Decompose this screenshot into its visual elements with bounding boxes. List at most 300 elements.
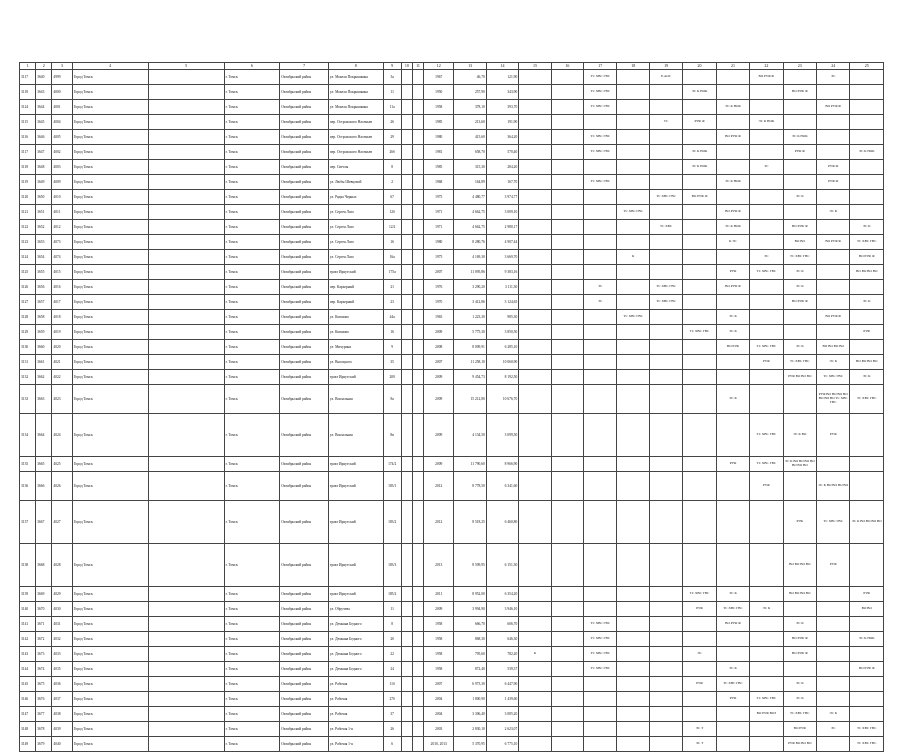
col-18-cell: [617, 100, 649, 115]
col-19-cell: [649, 340, 682, 355]
col-20-cell: [683, 707, 716, 722]
col-16-cell: [551, 385, 583, 414]
table-row: [20, 385, 884, 414]
col-17-cell: [584, 457, 617, 472]
living-area-cell: 10 060,90: [486, 355, 518, 370]
code-a-cell: 3670: [36, 602, 52, 617]
street-cell: ул. Демьяна Бедного: [328, 647, 383, 662]
col-17-cell: [584, 190, 617, 205]
code-a-cell: 3651: [36, 205, 52, 220]
col-18-cell: [617, 722, 649, 737]
code-a-cell: 3673: [36, 647, 52, 662]
col-15-cell: [519, 587, 551, 602]
col-25-cell: ЭС К ВО ВО ВО ВО: [850, 501, 884, 544]
col-21-cell: [716, 472, 749, 501]
col-17-cell: [584, 115, 617, 130]
house-no-cell: 35: [383, 355, 401, 370]
column-number: 19: [649, 63, 682, 70]
col-24-cell: [817, 250, 850, 265]
col-25-cell: РУФ: [850, 325, 884, 340]
col-24-cell: ВО РУФ Ф: [817, 235, 850, 250]
code-b-cell: 4017: [52, 295, 72, 310]
living-area-cell: 6 447,90: [486, 677, 518, 692]
col-21-cell: К ЭС: [716, 235, 749, 250]
municipality-cell: Город Томск: [72, 220, 148, 235]
total-area-cell: 666,70: [454, 617, 486, 632]
year-built-cell: 1971: [424, 205, 454, 220]
municipality-cell: Город Томск: [72, 205, 148, 220]
col-11-cell: [412, 587, 423, 602]
year-built-cell: 1965: [424, 310, 454, 325]
col-24-cell: [817, 130, 850, 145]
row-no-cell: 3122: [20, 220, 36, 235]
total-area-cell: 8 952,00: [454, 587, 486, 602]
district-cell: Октябрьский район: [280, 115, 329, 130]
col-16-cell: [551, 280, 583, 295]
blank-col-cell: [148, 160, 224, 175]
col-20-cell: [683, 662, 716, 677]
col-19-cell: Е.АОС: [649, 70, 682, 85]
col-18-cell: [617, 647, 649, 662]
blank-col-cell: [148, 385, 224, 414]
blank-col-cell: [148, 501, 224, 544]
col-25-cell: [850, 457, 884, 472]
row-no-cell: 3135: [20, 457, 36, 472]
col-22-cell: [750, 617, 783, 632]
city-cell: г. Томск: [224, 737, 280, 752]
col-17-cell: [584, 340, 617, 355]
blank-col-cell: [148, 707, 224, 722]
municipality-cell: Город Томск: [72, 70, 148, 85]
district-cell: Октябрьский район: [280, 617, 329, 632]
house-no-cell: 11б: [383, 677, 401, 692]
house-no-cell: 16: [383, 325, 401, 340]
table-row: [20, 340, 884, 355]
city-cell: г. Томск: [224, 355, 280, 370]
city-cell: г. Томск: [224, 295, 280, 310]
col-23-cell: ЭС К ВО ВО ВО ВО ВО ВО ВО: [783, 457, 816, 472]
municipality-cell: Город Томск: [72, 692, 148, 707]
col-23-cell: ВО ВО: [783, 235, 816, 250]
col-17-cell: ТС ХВС ГВС: [584, 617, 617, 632]
house-no-cell: 200: [383, 370, 401, 385]
municipality-cell: Город Томск: [72, 414, 148, 457]
col-19-cell: ТС ХВС: [649, 220, 682, 235]
col-20-cell: ТС ХВС ГВС: [683, 325, 716, 340]
col-24-cell: РУФ Ф: [817, 175, 850, 190]
column-number: 18: [617, 63, 649, 70]
col-10-cell: [401, 722, 412, 737]
col-15-cell: [519, 85, 551, 100]
col-21-cell: ВО РУФ Ф: [716, 280, 749, 295]
col-21-cell: [716, 145, 749, 160]
col-15-cell: [519, 617, 551, 632]
row-no-cell: 3117: [20, 145, 36, 160]
col-22-cell: [750, 325, 783, 340]
col-19-cell: [649, 677, 682, 692]
col-23-cell: ВО РУФ Ф: [783, 647, 816, 662]
house-no-cell: 2: [383, 175, 401, 190]
col-11-cell: [412, 677, 423, 692]
city-cell: г. Томск: [224, 70, 280, 85]
col-22-cell: РУФ: [750, 355, 783, 370]
col-24-cell: [817, 602, 850, 617]
column-number: 13: [454, 63, 486, 70]
col-15-cell: [519, 325, 551, 340]
col-20-cell: [683, 472, 716, 501]
blank-col-cell: [148, 472, 224, 501]
col-25-cell: [850, 472, 884, 501]
col-22-cell: [750, 220, 783, 235]
code-a-cell: 3663: [36, 385, 52, 414]
col-20-cell: [683, 250, 716, 265]
col-19-cell: [649, 235, 682, 250]
col-11-cell: [412, 692, 423, 707]
col-20-cell: РУФ: [683, 677, 716, 692]
col-24-cell: ЭС К: [817, 355, 850, 370]
col-22-cell: [750, 130, 783, 145]
col-19-cell: [649, 355, 682, 370]
col-20-cell: [683, 370, 716, 385]
col-10-cell: [401, 677, 412, 692]
col-22-cell: [750, 632, 783, 647]
table-row: [20, 662, 884, 677]
col-17-cell: [584, 501, 617, 544]
row-no-cell: 3130: [20, 340, 36, 355]
municipality-cell: Город Томск: [72, 722, 148, 737]
code-a-cell: 3669: [36, 587, 52, 602]
blank-col-cell: [148, 587, 224, 602]
col-24-cell: [817, 647, 850, 662]
table-row: [20, 310, 884, 325]
col-10-cell: [401, 501, 412, 544]
total-area-cell: 9 454,73: [454, 370, 486, 385]
col-11-cell: [412, 632, 423, 647]
house-no-cell: 8: [383, 617, 401, 632]
col-22-cell: [750, 544, 783, 587]
year-built-cell: 1976: [424, 280, 454, 295]
living-area-cell: 3 124,65: [486, 295, 518, 310]
col-21-cell: ВО РУФ Ф: [716, 617, 749, 632]
col-22-cell: ЭС К: [750, 602, 783, 617]
year-built-cell: 1985: [424, 160, 454, 175]
total-area-cell: 8 778,50: [454, 472, 486, 501]
col-24-cell: РУФ: [817, 414, 850, 457]
col-25-cell: [850, 647, 884, 662]
col-16-cell: [551, 472, 583, 501]
blank-col-cell: [148, 737, 224, 752]
col-11-cell: [412, 737, 423, 752]
table-row: [20, 647, 884, 662]
col-22-cell: [750, 235, 783, 250]
col-21-cell: [716, 70, 749, 85]
district-cell: Октябрьский район: [280, 632, 329, 647]
col-20-cell: ЭС Т: [683, 737, 716, 752]
street-cell: ул. Сергея Лазо: [328, 205, 383, 220]
col-15-cell: [519, 160, 551, 175]
col-11-cell: [412, 340, 423, 355]
col-25-cell: ВО ВО ВО ВО: [850, 355, 884, 370]
col-17-cell: [584, 707, 617, 722]
col-21-cell: [716, 647, 749, 662]
district-cell: Октябрьский район: [280, 100, 329, 115]
district-cell: Октябрьский район: [280, 70, 329, 85]
total-area-cell: 8 280,76: [454, 235, 486, 250]
living-area-cell: 364,20: [486, 130, 518, 145]
total-area-cell: 8 009,91: [454, 340, 486, 355]
municipality-cell: Город Томск: [72, 355, 148, 370]
blank-col-cell: [148, 130, 224, 145]
column-number: 24: [817, 63, 850, 70]
column-number: 25: [850, 63, 884, 70]
year-built-cell: 2012: [424, 501, 454, 544]
col-19-cell: ТС: [649, 115, 682, 130]
street-cell: тракт Иркутский: [328, 472, 383, 501]
col-19-cell: [649, 707, 682, 722]
col-19-cell: [649, 250, 682, 265]
row-no-cell: 3137: [20, 501, 36, 544]
col-11-cell: [412, 370, 423, 385]
code-a-cell: 3661: [36, 355, 52, 370]
col-17-cell: ТС: [584, 295, 617, 310]
row-no-cell: 3127: [20, 295, 36, 310]
municipality-cell: Город Томск: [72, 265, 148, 280]
col-18-cell: К: [617, 250, 649, 265]
year-built-cell: 1975: [424, 190, 454, 205]
year-built-cell: 1958: [424, 662, 454, 677]
city-cell: г. Томск: [224, 130, 280, 145]
code-a-cell: 3679: [36, 737, 52, 752]
city-cell: г. Томск: [224, 722, 280, 737]
code-a-cell: 3667: [36, 501, 52, 544]
street-cell: тракт Иркутский: [328, 457, 383, 472]
col-16-cell: [551, 340, 583, 355]
col-25-cell: [850, 617, 884, 632]
municipality-cell: Город Томск: [72, 457, 148, 472]
col-21-cell: ВО РУФ: [716, 340, 749, 355]
table-row: [20, 250, 884, 265]
col-24-cell: [817, 85, 850, 100]
col-18-cell: [617, 662, 649, 677]
col-15-cell: [519, 414, 551, 457]
code-b-cell: 4000: [52, 85, 72, 100]
street-cell: тракт Иркутский: [328, 544, 383, 587]
col-22-cell: [750, 501, 783, 544]
total-area-cell: 46,70: [454, 70, 486, 85]
col-24-cell: [817, 295, 850, 310]
living-area-cell: 782,20: [486, 647, 518, 662]
year-built-cell: 2007: [424, 265, 454, 280]
col-11-cell: [412, 250, 423, 265]
table-row: [20, 205, 884, 220]
total-area-cell: 11 258,10: [454, 355, 486, 370]
col-25-cell: [850, 160, 884, 175]
col-11-cell: [412, 145, 423, 160]
column-number: 12: [424, 63, 454, 70]
code-b-cell: 4037: [52, 692, 72, 707]
col-25-cell: [850, 707, 884, 722]
col-17-cell: [584, 235, 617, 250]
street-cell: ул. Рабочая 1-я: [328, 737, 383, 752]
living-area-cell: 606,70: [486, 617, 518, 632]
year-built-cell: 1950: [424, 85, 454, 100]
code-b-cell: 4026: [52, 472, 72, 501]
street-cell: ул. Рядка Черных: [328, 190, 383, 205]
code-a-cell: 3640: [36, 70, 52, 85]
col-20-cell: ЭС К НОК: [683, 85, 716, 100]
district-cell: Октябрьский район: [280, 692, 329, 707]
col-15-cell: [519, 501, 551, 544]
year-built-cell: 1967: [424, 70, 454, 85]
col-17-cell: [584, 737, 617, 752]
col-20-cell: [683, 175, 716, 190]
col-18-cell: [617, 340, 649, 355]
col-21-cell: [716, 632, 749, 647]
col-22-cell: ВО РУФ ВОЗ: [750, 707, 783, 722]
code-a-cell: 3675: [36, 677, 52, 692]
code-a-cell: 3660: [36, 340, 52, 355]
house-no-cell: 8: [383, 160, 401, 175]
col-23-cell: ВО РУФ Ф: [783, 295, 816, 310]
col-25-cell: ВО ВО ВО ВО: [850, 265, 884, 280]
column-number: 22: [750, 63, 783, 70]
col-22-cell: [750, 175, 783, 190]
table-row: [20, 280, 884, 295]
col-20-cell: [683, 265, 716, 280]
col-17-cell: [584, 587, 617, 602]
col-20-cell: ЭС Т: [683, 722, 716, 737]
street-cell: пер. Острожского Насеньев: [328, 115, 383, 130]
col-19-cell: [649, 160, 682, 175]
col-18-cell: [617, 235, 649, 250]
col-23-cell: [783, 70, 816, 85]
col-16-cell: [551, 457, 583, 472]
blank-col-cell: [148, 355, 224, 370]
column-number-row: [20, 63, 884, 70]
street-cell: ул. Ковшова: [328, 310, 383, 325]
col-19-cell: [649, 501, 682, 544]
living-area-cell: 3 085,20: [486, 707, 518, 722]
district-cell: Октябрьский район: [280, 707, 329, 722]
col-24-cell: РУФ ВО ВО ВО ВО ВО ВО ВО ТС ХВС ГВС: [817, 385, 850, 414]
living-area-cell: 4 907,44: [486, 235, 518, 250]
total-area-cell: 872,40: [454, 662, 486, 677]
col-19-cell: [649, 265, 682, 280]
col-24-cell: [817, 617, 850, 632]
col-16-cell: [551, 205, 583, 220]
code-b-cell: 4009: [52, 175, 72, 190]
blank-col-cell: [148, 115, 224, 130]
living-area-cell: 1 439,60: [486, 692, 518, 707]
col-23-cell: ЭС К: [783, 692, 816, 707]
col-11-cell: [412, 325, 423, 340]
col-17-cell: ТС ХВС ГВС: [584, 632, 617, 647]
col-22-cell: ТС ХВС ГВС: [750, 692, 783, 707]
year-built-cell: 2009: [424, 385, 454, 414]
table-row: [20, 722, 884, 737]
col-17-cell: [584, 722, 617, 737]
col-20-cell: [683, 457, 716, 472]
code-b-cell: 4015: [52, 265, 72, 280]
municipality-cell: Город Томск: [72, 707, 148, 722]
col-19-cell: [649, 457, 682, 472]
col-10-cell: [401, 414, 412, 457]
district-cell: Октябрьский район: [280, 662, 329, 677]
col-23-cell: [783, 385, 816, 414]
municipality-cell: Город Томск: [72, 370, 148, 385]
col-25-cell: ТС ХВС ГВС: [850, 385, 884, 414]
district-cell: Октябрьский район: [280, 602, 329, 617]
col-23-cell: ТС ХВС ГВС: [783, 355, 816, 370]
col-19-cell: [649, 617, 682, 632]
table-row: [20, 370, 884, 385]
district-cell: Октябрьский район: [280, 385, 329, 414]
col-18-cell: [617, 692, 649, 707]
year-built-cell: 1971: [424, 220, 454, 235]
living-area-cell: 3 974,77: [486, 190, 518, 205]
street-cell: ул. Вокзальная: [328, 414, 383, 457]
col-22-cell: [750, 662, 783, 677]
code-a-cell: 3649: [36, 175, 52, 190]
total-area-cell: 1 223,30: [454, 310, 486, 325]
col-16-cell: [551, 295, 583, 310]
city-cell: г. Томск: [224, 280, 280, 295]
col-10-cell: [401, 737, 412, 752]
col-23-cell: ВО РУФ Ф: [783, 632, 816, 647]
col-24-cell: ТС ХВС ГВС: [817, 501, 850, 544]
col-18-cell: [617, 632, 649, 647]
district-cell: Октябрьский район: [280, 737, 329, 752]
blank-col-cell: [148, 205, 224, 220]
code-b-cell: 4027: [52, 501, 72, 544]
col-16-cell: [551, 617, 583, 632]
blank-col-cell: [148, 235, 224, 250]
city-cell: г. Томск: [224, 677, 280, 692]
row-no-cell: 3133: [20, 385, 36, 414]
year-built-cell: 2009: [424, 414, 454, 457]
municipality-cell: Город Томск: [72, 647, 148, 662]
table-row: [20, 130, 884, 145]
year-built-cell: 1968: [424, 175, 454, 190]
col-25-cell: [850, 340, 884, 355]
col-22-cell: [750, 295, 783, 310]
col-25-cell: [850, 205, 884, 220]
table-row: [20, 235, 884, 250]
col-19-cell: [649, 722, 682, 737]
living-area-cell: 10 676,70: [486, 385, 518, 414]
city-cell: г. Томск: [224, 457, 280, 472]
col-21-cell: [716, 414, 749, 457]
table-row: [20, 100, 884, 115]
street-cell: пер. Карьерный: [328, 280, 383, 295]
col-10-cell: [401, 617, 412, 632]
col-24-cell: [817, 265, 850, 280]
col-24-cell: [817, 115, 850, 130]
table-row: [20, 115, 884, 130]
col-24-cell: ВО РУФ Ф: [817, 100, 850, 115]
street-cell: тракт Иркутский: [328, 501, 383, 544]
col-21-cell: ЭС К НОК: [716, 100, 749, 115]
col-19-cell: [649, 85, 682, 100]
municipality-cell: Город Томск: [72, 190, 148, 205]
blank-col-cell: [148, 662, 224, 677]
code-b-cell: 4011: [52, 205, 72, 220]
table-row: [20, 220, 884, 235]
col-25-cell: [850, 692, 884, 707]
col-10-cell: [401, 385, 412, 414]
table-row: [20, 707, 884, 722]
col-22-cell: ТС ХВС ГВС: [750, 265, 783, 280]
